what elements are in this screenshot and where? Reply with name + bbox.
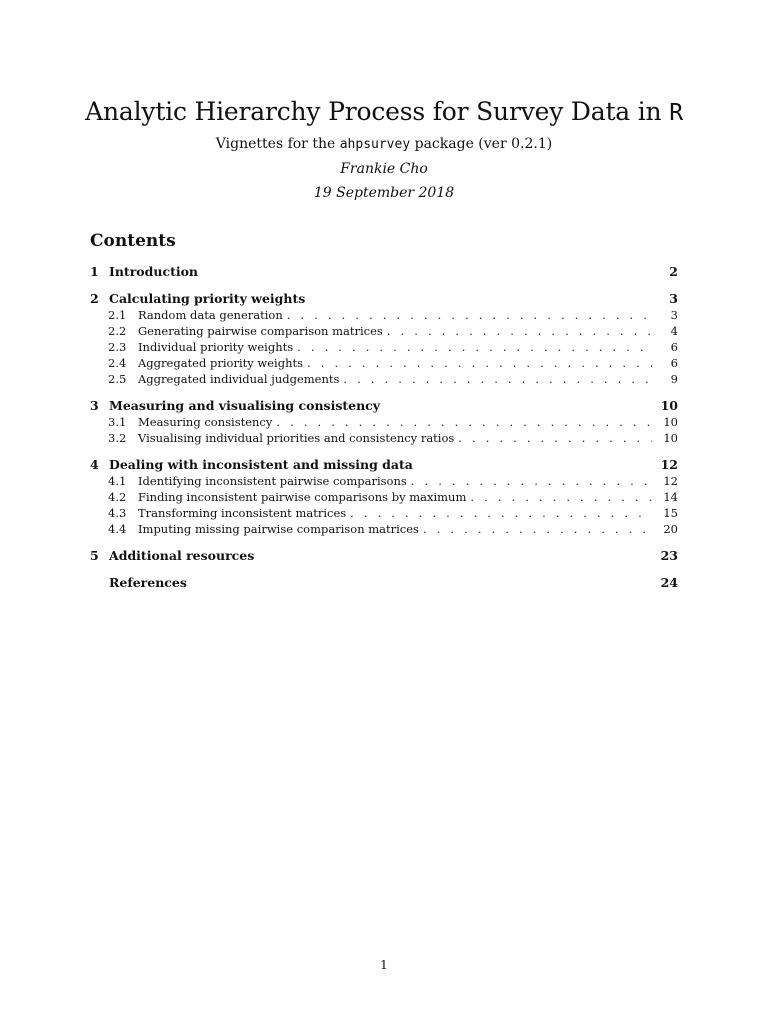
toc-subsection-number: 2.4 (108, 356, 127, 370)
toc-section (90, 398, 678, 446)
toc-leader-dots (470, 489, 652, 505)
toc-subsection-page: 12 (663, 474, 678, 488)
toc-subsection-number: 4.1 (108, 474, 127, 488)
toc-section-page: 3 (669, 291, 678, 306)
toc-subsection-entry[interactable] (90, 355, 678, 371)
toc-subsection-page: 15 (663, 506, 678, 520)
contents-heading: Contents (90, 231, 176, 251)
toc-section (90, 264, 678, 280)
toc-section-title: References (109, 575, 187, 590)
toc-section-page: 10 (660, 398, 678, 413)
toc-subsection-number: 2.1 (108, 308, 127, 322)
toc-leader-dots (307, 355, 652, 371)
toc-subsection-title: Random data generation (138, 308, 283, 322)
toc-subsection-page: 6 (670, 340, 678, 354)
toc-subsection-page: 20 (663, 522, 678, 536)
toc-section-page: 2 (669, 264, 678, 279)
toc-leader-dots (423, 521, 652, 537)
document-title (0, 96, 768, 129)
date: 19 September 2018 (313, 185, 455, 201)
toc-section-page: 23 (660, 548, 678, 563)
title-block (0, 96, 768, 202)
toc-subsection-title: Identifying inconsistent pairwise comparisons (138, 474, 407, 488)
toc-section-entry[interactable] (90, 457, 678, 473)
toc-section-entry[interactable] (90, 548, 678, 564)
toc-subsection-entry[interactable] (90, 505, 678, 521)
toc-section-number: 5 (90, 548, 99, 563)
toc-section (90, 548, 678, 564)
toc-subsection-page: 9 (670, 372, 678, 386)
toc-section-title: Introduction (109, 264, 199, 279)
toc-leader-dots (276, 414, 652, 430)
toc-subsection-title: Transforming inconsistent matrices (138, 506, 347, 520)
toc-leader-dots (287, 307, 652, 323)
subtitle-pre: Vignettes for the (215, 136, 340, 152)
toc-section-entry[interactable] (90, 291, 678, 307)
toc-subsection-number: 2.2 (108, 324, 127, 338)
toc-subsection-entry[interactable] (90, 430, 678, 446)
toc-section-number: 1 (90, 264, 99, 279)
author: Frankie Cho (340, 161, 428, 177)
toc-leader-dots (343, 371, 652, 387)
toc-subsection-page: 10 (663, 431, 678, 445)
title-text: Analytic Hierarchy Process for Survey Data in (85, 97, 670, 126)
title-r: R (669, 100, 683, 126)
toc-subsection-page: 14 (663, 490, 678, 504)
toc-section (90, 575, 678, 591)
toc-leader-dots (297, 339, 652, 355)
toc-subsection-number: 4.2 (108, 490, 127, 504)
toc-subsection-title: Aggregated individual judgements (138, 372, 340, 386)
toc-subsection-page: 4 (670, 324, 678, 338)
toc-section-entry[interactable] (90, 264, 678, 280)
toc-section-entry[interactable] (90, 398, 678, 414)
toc-subsection-number: 3.1 (108, 415, 127, 429)
toc-leader-dots (350, 505, 652, 521)
toc-subsection-title: Aggregated priority weights (138, 356, 304, 370)
toc-subsection-title: Individual priority weights (138, 340, 294, 354)
toc-subsection-number: 4.4 (108, 522, 127, 536)
toc-subsection-title: Generating pairwise comparison matrices (138, 324, 383, 338)
document-subtitle (0, 135, 768, 154)
toc-subsection-entry[interactable] (90, 489, 678, 505)
toc-subsection-number: 4.3 (108, 506, 127, 520)
package-name: ahpsurvey (339, 137, 411, 152)
page-number: 1 (380, 958, 388, 972)
toc-subsection-entry[interactable] (90, 473, 678, 489)
toc-subsection-title: Finding inconsistent pairwise comparisons by maximum (138, 490, 467, 504)
toc-subsection-page: 6 (670, 356, 678, 370)
toc-section (90, 291, 678, 387)
toc-section (90, 457, 678, 537)
toc-subsection-page: 10 (663, 415, 678, 429)
toc-subsection-entry[interactable] (90, 339, 678, 355)
toc-section-title: Additional resources (109, 548, 255, 563)
toc-section-title: Dealing with inconsistent and missing data (109, 457, 413, 472)
toc-subsection-entry[interactable] (90, 307, 678, 323)
toc-list (90, 264, 678, 591)
toc-section-title: Calculating priority weights (109, 291, 306, 306)
toc-section-page: 12 (660, 457, 678, 472)
subtitle-post: package (ver 0.2.1) (410, 136, 553, 152)
toc-section-number: 4 (90, 457, 99, 472)
toc-subsection-page: 3 (670, 308, 678, 322)
toc-subsection-entry[interactable] (90, 521, 678, 537)
toc-subsection-number: 2.3 (108, 340, 127, 354)
toc-subsection-title: Measuring consistency (138, 415, 273, 429)
toc-subsection-entry[interactable] (90, 323, 678, 339)
toc-subsection-entry[interactable] (90, 371, 678, 387)
toc-section-number: 2 (90, 291, 99, 306)
toc-subsection-number: 2.5 (108, 372, 127, 386)
toc-subsection-entry[interactable] (90, 414, 678, 430)
toc-section-number: 3 (90, 398, 99, 413)
toc-subsection-number: 3.2 (108, 431, 127, 445)
toc-leader-dots (387, 323, 652, 339)
toc-section-title: Measuring and visualising consistency (109, 398, 381, 413)
toc-subsection-title: Visualising individual priorities and consistency ratios (138, 431, 455, 445)
toc-leader-dots (411, 473, 652, 489)
toc-leader-dots (458, 430, 652, 446)
toc-section-entry[interactable] (90, 575, 678, 591)
table-of-contents (90, 230, 678, 602)
toc-subsection-title: Imputing missing pairwise comparison matrices (138, 522, 419, 536)
toc-section-page: 24 (660, 575, 678, 590)
